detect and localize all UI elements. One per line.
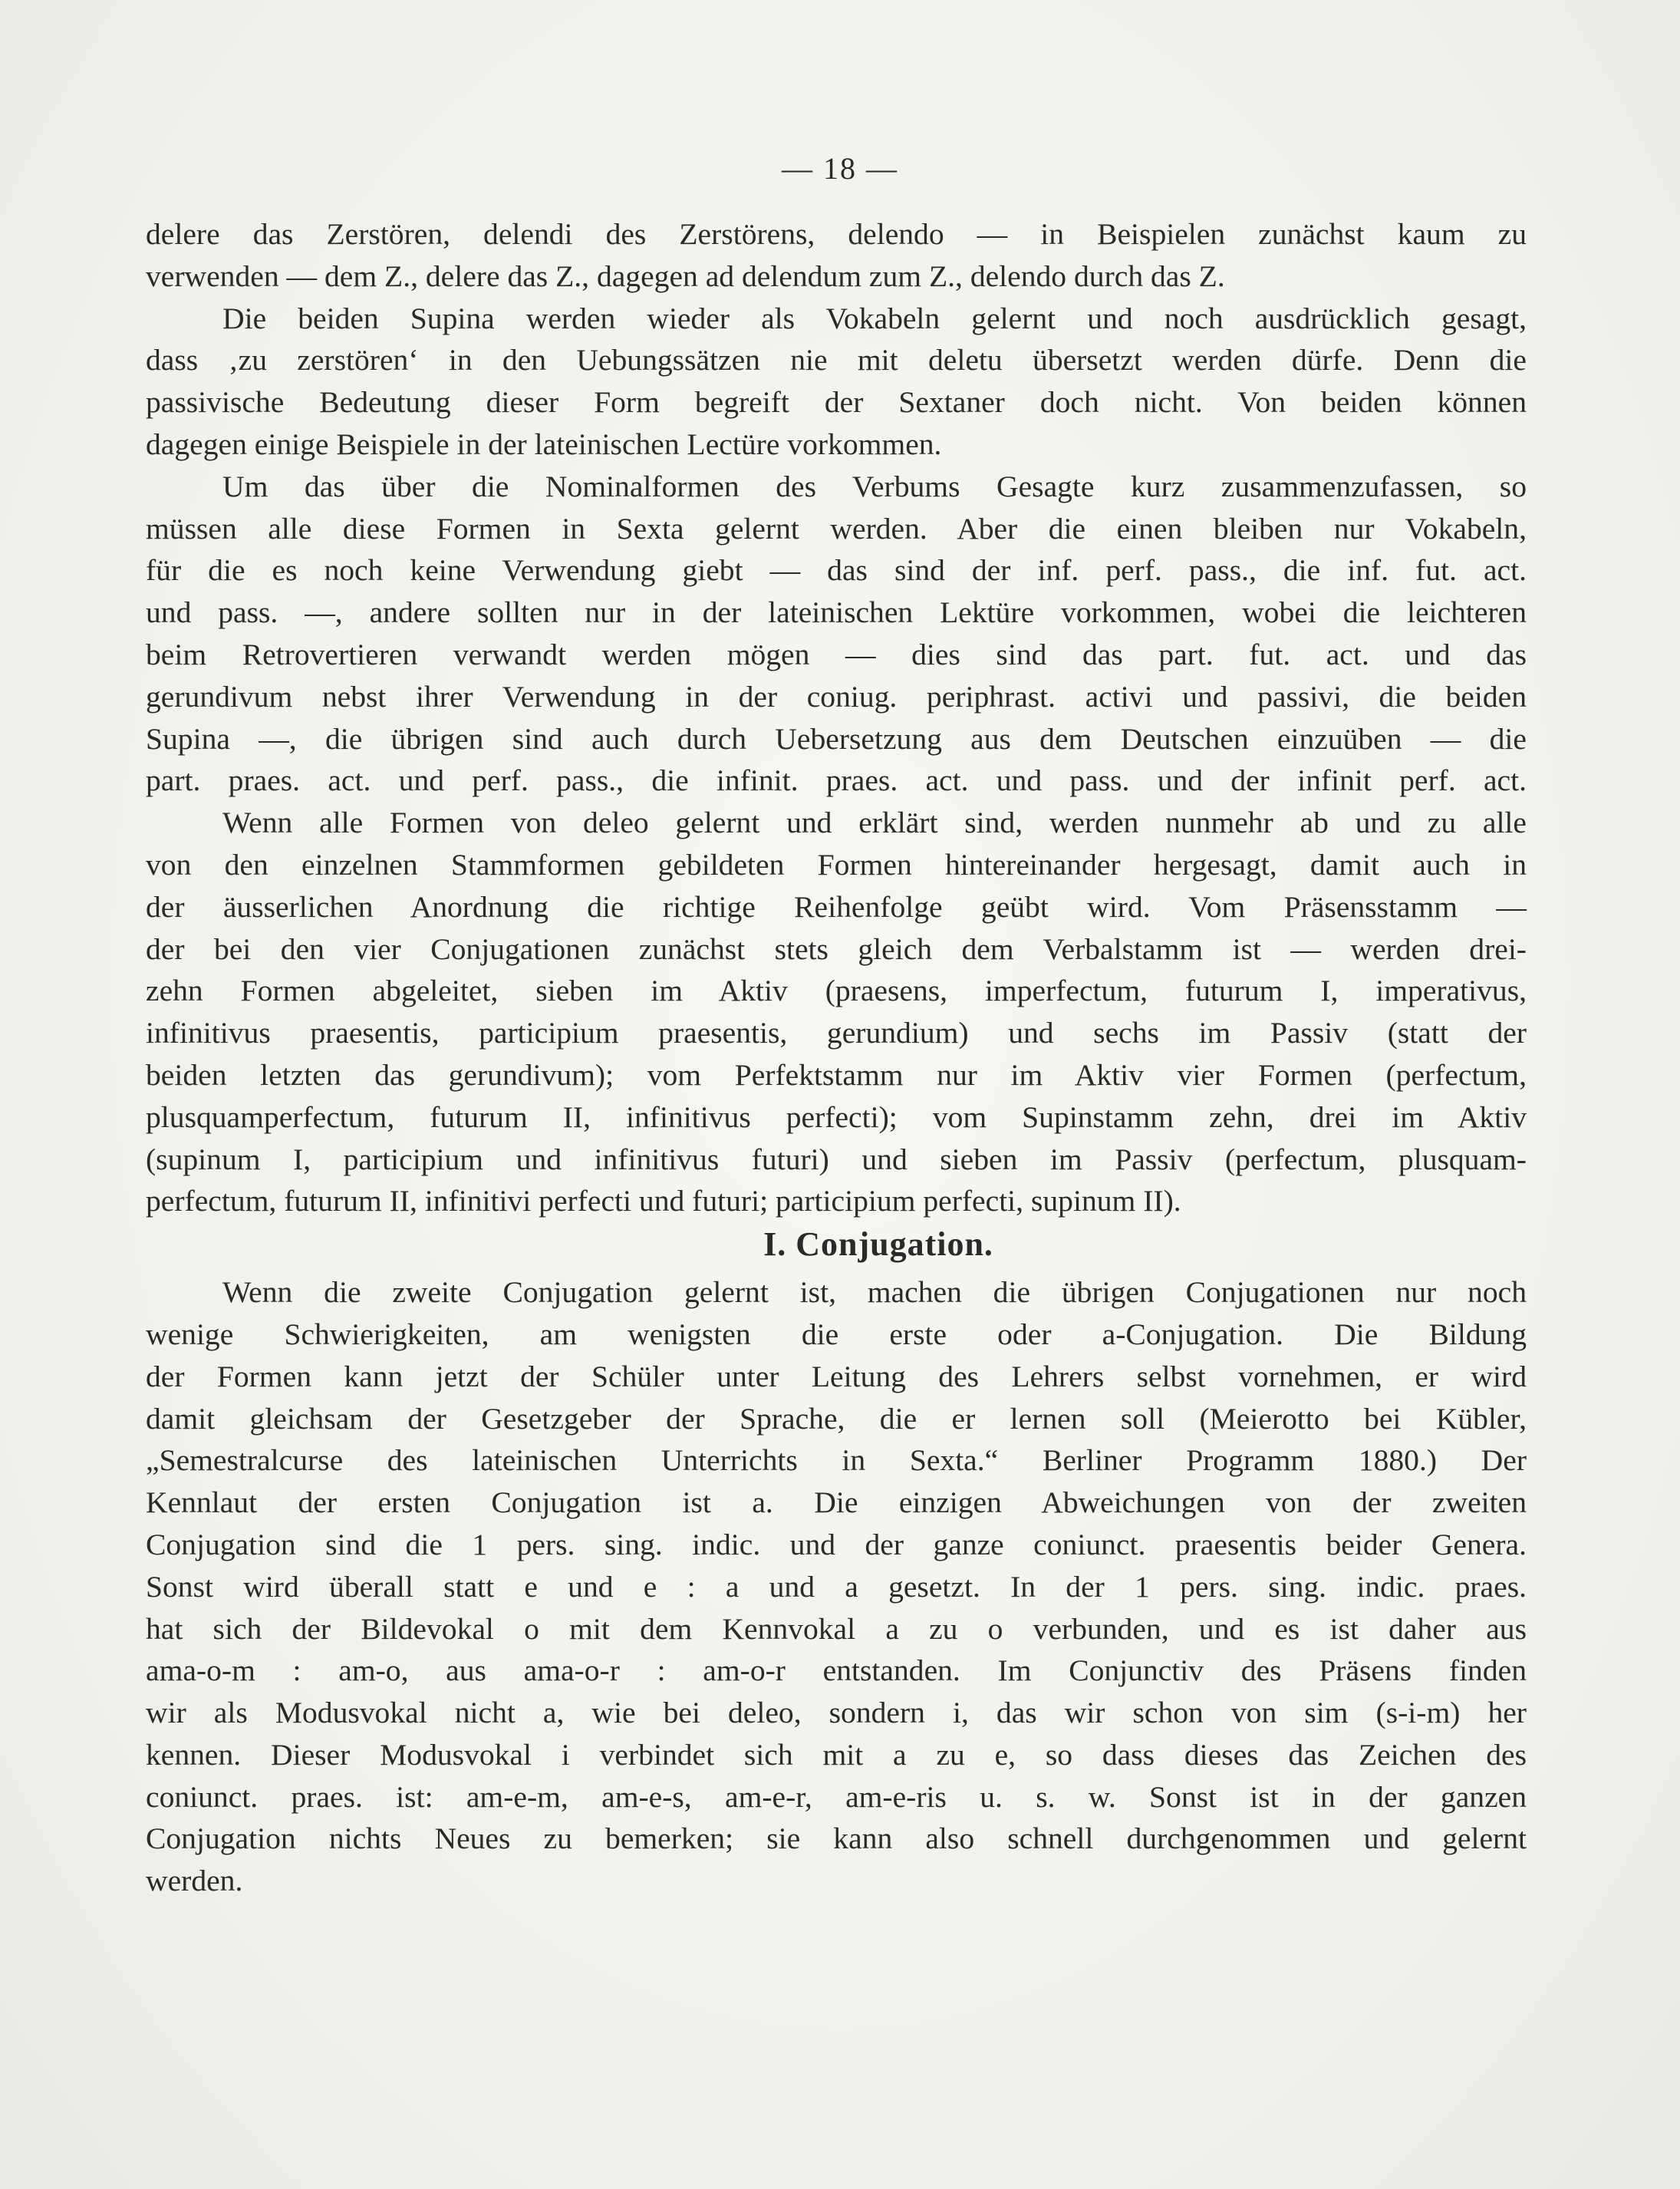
text-line: der bei den vier Conjugationen zunächst stets gleich dem Verbalstamm ist — werden drei- xyxy=(146,931,1527,966)
page-number: — 18 — xyxy=(782,151,898,186)
text-line: müssen alle diese Formen in Sexta gelernt werden. Aber die einen bleiben nur Vokabeln, xyxy=(146,511,1527,546)
text-line: Conjugation sind die 1 pers. sing. indic. und der ganze coniunct. praesentis beider Genera. xyxy=(146,1527,1527,1561)
text-line: der Formen kann jetzt der Schüler unter Leitung des Lehrers selbst vornehmen, er wird xyxy=(146,1359,1527,1393)
text-line: ama-o-m : am-o, aus ama-o-r : am-o-r entstanden. Im Conjunctiv des Präsens finden xyxy=(146,1653,1527,1688)
text-line: kennen. Dieser Modusvokal i verbindet sich mit a zu e, so dass dieses das Zeichen des xyxy=(146,1737,1527,1772)
text-line: verwenden — dem Z., delere das Z., dagegen ad delendum zum Z., delendo durch das Z. xyxy=(146,259,1225,293)
text-line: „Semestralcurse des lateinischen Unterrichts in Sexta.“ Berliner Programm 1880.) Der xyxy=(146,1443,1527,1478)
text-line: wir als Modusvokal nicht a, wie bei deleo, sondern i, das wir schon von sim (s-i-m) her xyxy=(146,1696,1527,1730)
text-line: werden. xyxy=(146,1864,243,1898)
text-line: (supinum I, participium und infinitivus futuri) und sieben im Passiv (perfectum, plusquam- xyxy=(146,1142,1527,1176)
text-line: infinitivus praesentis, participium praesentis, gerundium) und sechs im Passiv (statt der xyxy=(146,1016,1527,1050)
text-line: dagegen einige Beispiele in der lateinischen Lectüre vorkommen. xyxy=(146,427,942,461)
text-line: Wenn alle Formen von deleo gelernt und erklärt sind, werden nunmehr ab und zu alle xyxy=(222,806,1527,840)
text-line: Kennlaut der ersten Conjugation ist a. Die einzigen Abweichungen von der zweiten xyxy=(146,1485,1527,1520)
text-line: Supina —, die übrigen sind auch durch Uebersetzung aus dem Deutschen einzuüben — die xyxy=(146,721,1527,756)
text-line: damit gleichsam der Gesetzgeber der Sprache, die er lernen soll (Meierotto bei Kübler, xyxy=(146,1401,1527,1436)
text-line: delere das Zerstören, delendi des Zerstörens, delendo — in Beispielen zunächst kaum zu xyxy=(146,217,1527,251)
text-line: dass ‚zu zerstören‘ in den Uebungssätzen nie mit deletu übersetzt werden dürfe. Denn die xyxy=(146,343,1527,377)
text-line: und pass. —, andere sollten nur in der lateinischen Lektüre vorkommen, wobei die leichteren xyxy=(146,595,1527,630)
text-line: coniunct. praes. ist: am-e-m, am-e-s, am-e-r, am-e-ris u. s. w. Sonst ist in der ganzen xyxy=(146,1779,1527,1814)
text-line: hat sich der Bildevokal o mit dem Kennvokal a zu o verbunden, und es ist daher aus xyxy=(146,1611,1527,1646)
text-line: zehn Formen abgeleitet, sieben im Aktiv (praesens, imperfectum, futurum I, imperativus, xyxy=(146,974,1527,1008)
text-line: beiden letzten das gerundivum); vom Perfektstamm nur im Aktiv vier Formen (perfectum, xyxy=(146,1057,1527,1092)
text-line: beim Retrovertieren verwandt werden mögen — dies sind das part. fut. act. und das xyxy=(146,637,1527,671)
text-line: Wenn die zweite Conjugation gelernt ist, machen die übrigen Conjugationen nur noch xyxy=(222,1275,1527,1310)
text-line: part. praes. act. und perf. pass., die infinit. praes. act. und pass. und der infinit perf. act. xyxy=(146,763,1527,798)
section-heading: I. Conjugation. xyxy=(763,1225,993,1264)
text-line: gerundivum nebst ihrer Verwendung in der coniug. periphrast. activi und passivi, die beiden xyxy=(146,679,1527,714)
text-line: für die es noch keine Verwendung giebt — das sind der inf. perf. pass., die inf. fut. act. xyxy=(146,553,1527,588)
text-line: plusquamperfectum, futurum II, infinitivus perfecti); vom Supinstamm zehn, drei im Aktiv xyxy=(146,1099,1527,1134)
text-line: der äusserlichen Anordnung die richtige Reihenfolge geübt wird. Vom Präsensstamm — xyxy=(146,889,1527,924)
text-line: perfectum, futurum II, infinitivi perfecti und futuri; participium perfecti, supinum II). xyxy=(146,1184,1181,1218)
text-line: von den einzelnen Stammformen gebildeten Formen hintereinander hergesagt, damit auch in xyxy=(146,847,1527,882)
text-line: Sonst wird überall statt e und e : a und a gesetzt. In der 1 pers. sing. indic. praes. xyxy=(146,1569,1527,1604)
body-text xyxy=(146,213,1527,1902)
text-line: passivische Bedeutung dieser Form begreift der Sextaner doch nicht. Von beiden können xyxy=(146,385,1527,420)
text-line: Conjugation nichts Neues zu bemerken; sie kann also schnell durchgenommen und gelernt xyxy=(146,1821,1527,1856)
text-line: Die beiden Supina werden wieder als Vokabeln gelernt und noch ausdrücklich gesagt, xyxy=(222,301,1527,335)
text-line: wenige Schwierigkeiten, am wenigsten die erste oder a-Conjugation. Die Bildung xyxy=(146,1317,1527,1351)
text-line: Um das über die Nominalformen des Verbums Gesagte kurz zusammenzufassen, so xyxy=(222,469,1527,503)
